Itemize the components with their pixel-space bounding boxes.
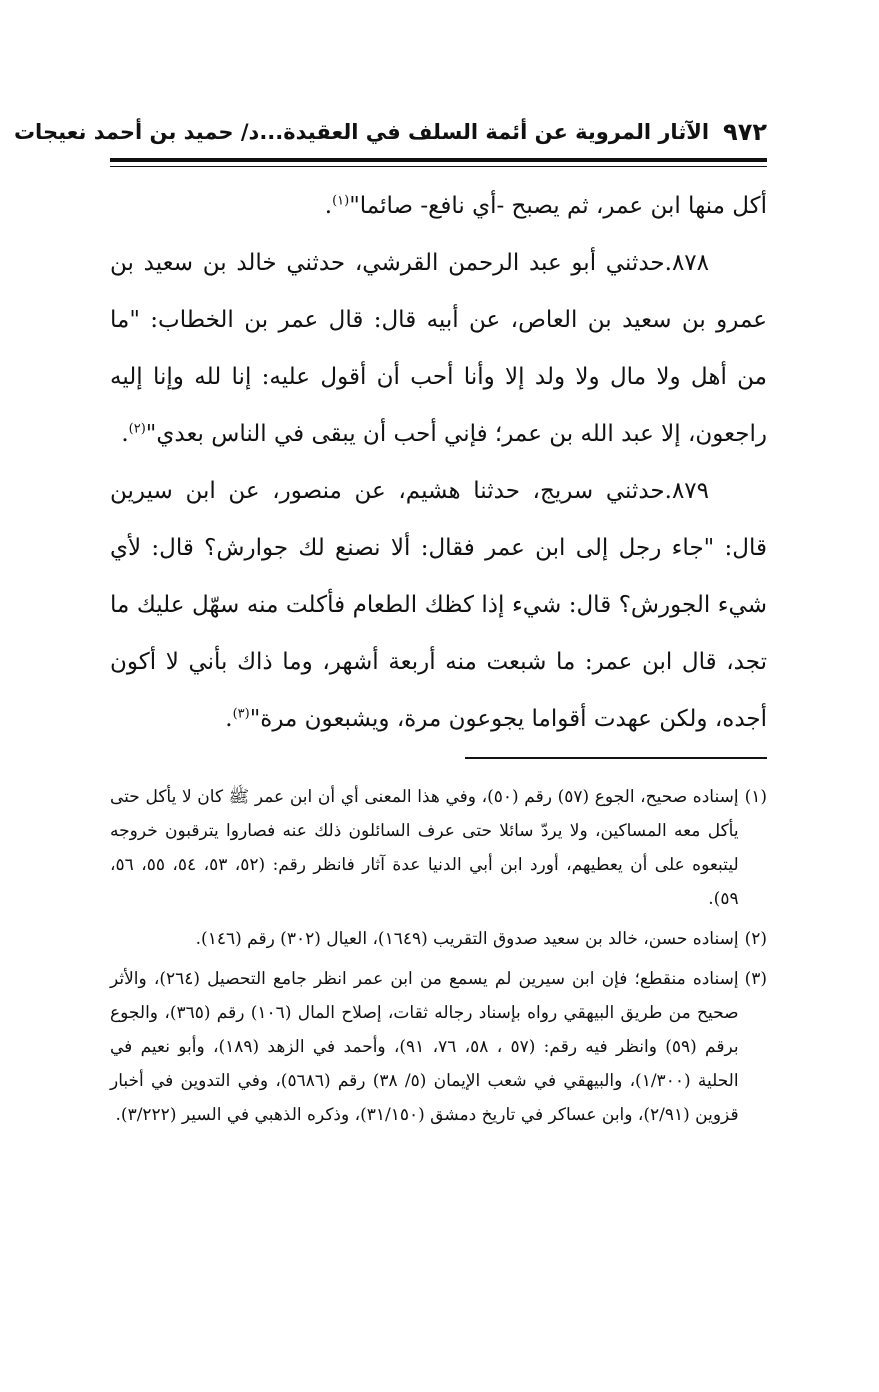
footnote-number: (١) (744, 787, 767, 807)
footnote-1 (110, 780, 767, 916)
page-number: ٩٧٢ (723, 118, 767, 146)
footnotes (110, 780, 767, 1138)
paragraph-continuation: أكل منها ابن عمر، ثم يصبح -أي نافع- صائما"$^{(١)}$. (324, 193, 767, 219)
footnote-2 (110, 922, 767, 956)
header-rule-thin (110, 166, 767, 167)
footnote-text: إسناده منقطع؛ فإن ابن سيرين لم يسمع من ابن عمر انظر جامع التحصيل (٢٦٤)، والأثر صحيح من طريق البيهقي رواه بإسناد رجاله ثقات، إصلاح المال (١٠٦) رقم (٣٦٥)، والجوع برقم (٥٩) وانظر فيه رقم: (٥٧ ، ٥٨، ٧٦، ٩١)، وأحمد في الزهد (١٨٩)، وأبو نعيم في الحلية (١/٣٠٠)، والبيهقي في شعب الإيمان (٥/ ٣٨) رقم (٥٦٨٦)، وفي التدوين في أخبار قزوين (٢/٩١)، وابن عساكر في تاريخ دمشق (٣١/١٥٠)، وذكره الذهبي في السير (٣/٢٢٢). (110, 969, 739, 1125)
footnote-ref: (٣) (232, 706, 250, 722)
narration-879: ٨٧٩.حدثني سريج، حدثنا هشيم، عن منصور، عن ابن سيرين قال: "جاء رجل إلى ابن عمر فقال: ألا نصنع لك جوارش؟ قال: لأي شيء الجورش؟ قال: شيء إذا كظك الطعام فأكلت منه سهّل عليك ما تجد، قال ابن عمر: ما شبعت منه أربعة أشهر، وما ذاك بأني لا أكون أجده، ولكن عهدت أقواما يجوعون مرة، ويشبعون مرة"$^{(٣)}$. (110, 478, 767, 732)
running-header (13, 112, 767, 152)
running-title: الآثار المروية عن أئمة السلف في العقيدة...د/ حميد بن أحمد نعيجات (13, 120, 710, 144)
footnote-number: (٢) (744, 929, 767, 949)
footnote-number: (٣) (744, 969, 767, 989)
narration-878: ٨٧٨.حدثني أبو عبد الرحمن القرشي، حدثني خالد بن سعيد بن عمرو بن سعيد بن العاص، عن أبيه قال: قال عمر بن الخطاب: "ما من أهل ولا مال ولا ولد إلا وأنا أحب أن أقول عليه: إنا لله وإنا إليه راجعون، إلا عبد الله بن عمر؛ فإني أحب أن يبقى في الناس بعدي"$^{(٢)}$. (110, 250, 767, 447)
footnote-ref: (٢) (128, 421, 146, 437)
footnote-text: إسناده صحيح، الجوع (٥٧) رقم (٥٠)، وفي هذا المعنى أي أن ابن عمر ﷺ كان لا يأكل حتى يأكل معه المساكين، ولا يردّ سائلا حتى عرف السائلون ذلك عنه فصاروا يترقبون خروجه ليتبعوه على أن يعطيهم، أورد ابن أبي الدنيا عدة آثار فانظر رقم: (٥٢، ٥٣، ٥٤، ٥٥، ٥٦، ٥٩). (110, 787, 739, 909)
footnote-3 (110, 962, 767, 1132)
footnote-text: إسناده حسن، خالد بن سعيد صدوق التقريب (١٦٤٩)، العيال (٣٠٢) رقم (١٤٦). (195, 929, 739, 949)
footnote-ref: (١) (332, 193, 350, 209)
header-rule (110, 158, 767, 162)
main-text (110, 178, 767, 748)
footnote-separator (465, 757, 767, 759)
